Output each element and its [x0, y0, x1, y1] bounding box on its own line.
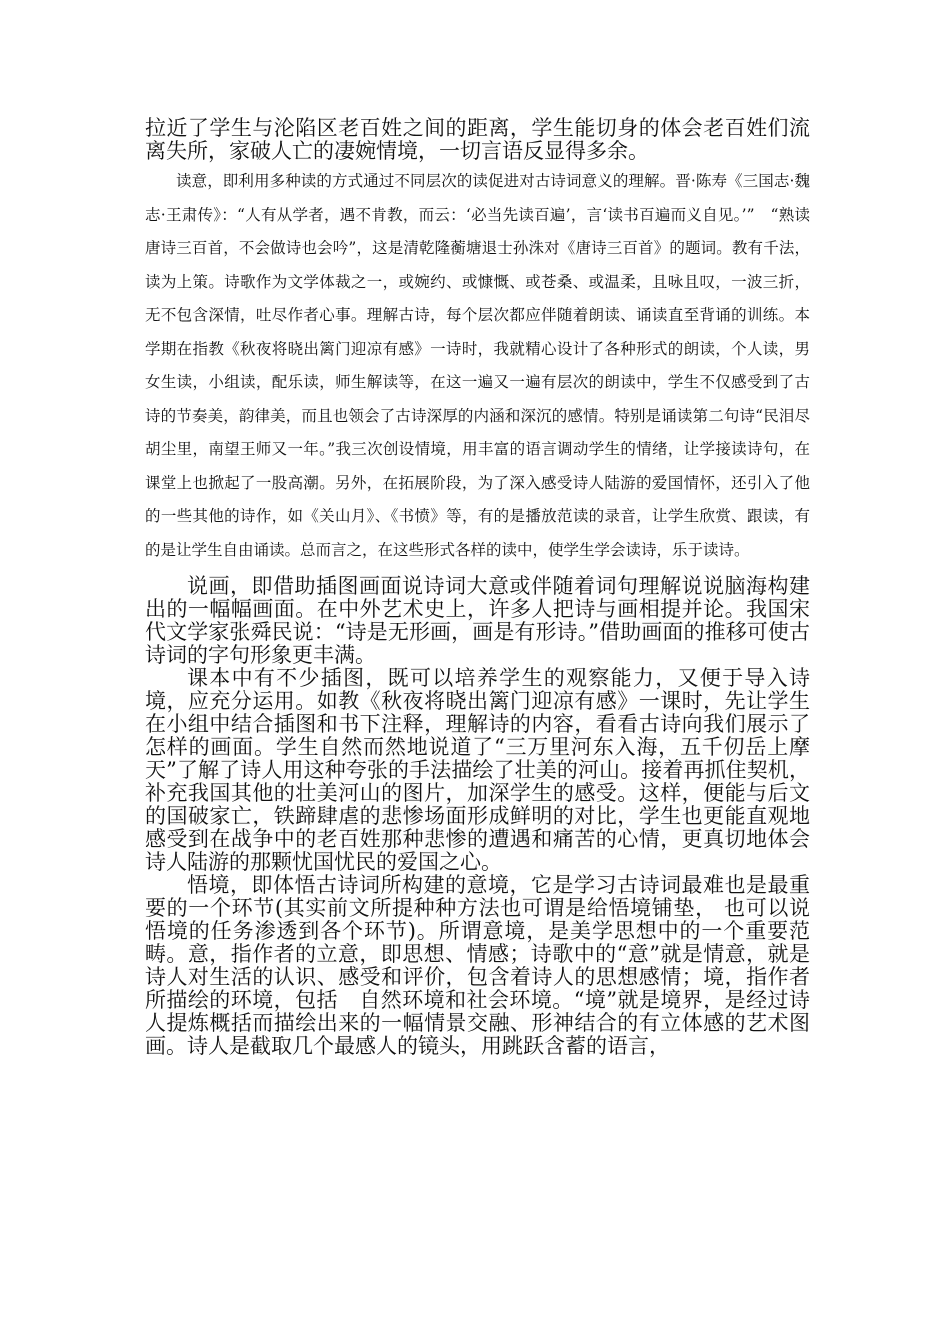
paragraph-reading-meaning: 读意，即利用多种读的方式通过不同层次的读促进对古诗词意义的理解。晋·陈寿《三国志·魏志·王肃传》：“人有从学者，遇不肯教，而云：‘必当先读百遍’，言‘读书百遍而义自见。’” “熟读唐诗三百首，不会做诗也会吟”，这是清乾隆蘅塘退士孙洙对《唐诗三百首》的题词。教有千法，读为上策。诗歌作为文学体裁之一，或婉约、或慷慨、或苍桑、或温柔，且咏且叹，一波三折，无不包含深情，吐尽作者心事。理解古诗，每个层次都应伴随着朗读、诵读直至背诵的训练。本学期在指教《秋夜将晓出篱门迎凉有感》一诗时，我就精心设计了各种形式的朗读，个人读，男女生读，小组读，配乐读，师生解读等，在这一遍又一遍有层次的朗读中，学生不仅感受到了古诗的节奏美，韵律美，而且也领会了古诗深厚的内涵和深沉的感情。特别是诵读第二句诗“民泪尽胡尘里，南望王师又一年。”我三次创设情境，用丰富的语言调动学生的情绪，让学接读诗句，在课堂上也掀起了一股高潮。另外，在拓展阶段，为了深入感受诗人陆游的爱国情怀，还引入了他的一些其他的诗作，如《关山月》、《书愤》等，有的是播放范读的录音，让学生欣赏、跟读，有的是让学生自由诵读。总而言之，在这些形式各样的读中，使学生学会读诗，乐于读诗。: [145, 172, 810, 559]
paragraph-continuation: 拉近了学生与沦陷区老百姓之间的距离，学生能切身的体会老百姓们流离失所，家破人亡的凄婉情境，一切言语反显得多余。: [145, 116, 810, 163]
paragraph-comprehending-artistic-conception: 悟境，即体悟古诗词所构建的意境，它是学习古诗词最难也是最重要的一个环节(其实前文所提种种方法也可谓是给悟境铺垫， 也可以说悟境的任务渗透到各个环节)。所谓意境，是美学思想中的一个重要范畴。意，指作者的立意，即思想、情感；诗歌中的“意”就是情意，就是诗人对生活的认识、感受和评价，包含着诗人的思想感情；境，指作者所描绘的环境，包括 自然环境和社会环境。“境”就是境界，是经过诗人提炼概括而描绘出来的一幅情景交融、形神结合的有立体感的艺术图画。诗人是截取几个最感人的镜头，用跳跃含蓄的语言，: [145, 873, 810, 1058]
paragraph-describing-pictures: 说画，即借助插图画面说诗词大意或伴随着词句理解说说脑海构建出的一幅幅画面。在中外艺术史上，许多人把诗与画相提并论。我国宋代文学家张舜民说：“诗是无形画，画是有形诗。”借助画面的推移可使古诗词的字句形象更丰满。: [145, 574, 810, 667]
document-page: [145, 117, 810, 1058]
paragraph-textbook-illustrations: 课本中有不少插图，既可以培养学生的观察能力，又便于导入诗境，应充分运用。如教《秋夜将晓出篱门迎凉有感》一课时，先让学生在小组中结合插图和书下注释，理解诗的内容，看看古诗向我们展示了怎样的画面。学生自然而然地说道了“三万里河东入海，五千仞岳上摩天”了解了诗人用这种夸张的手法描绘了壮美的河山。接着再抓住契机，补充我国其他的壮美河山的图片，加深学生的感受。这样，便能与后文的国破家亡，铁蹄肆虐的悲惨场面形成鲜明的对比，学生也更能直观地感受到在战争中的老百姓那种悲惨的遭遇和痛苦的心情，更真切地体会诗人陆游的那颗忧国忧民的爱国之心。: [145, 666, 810, 874]
